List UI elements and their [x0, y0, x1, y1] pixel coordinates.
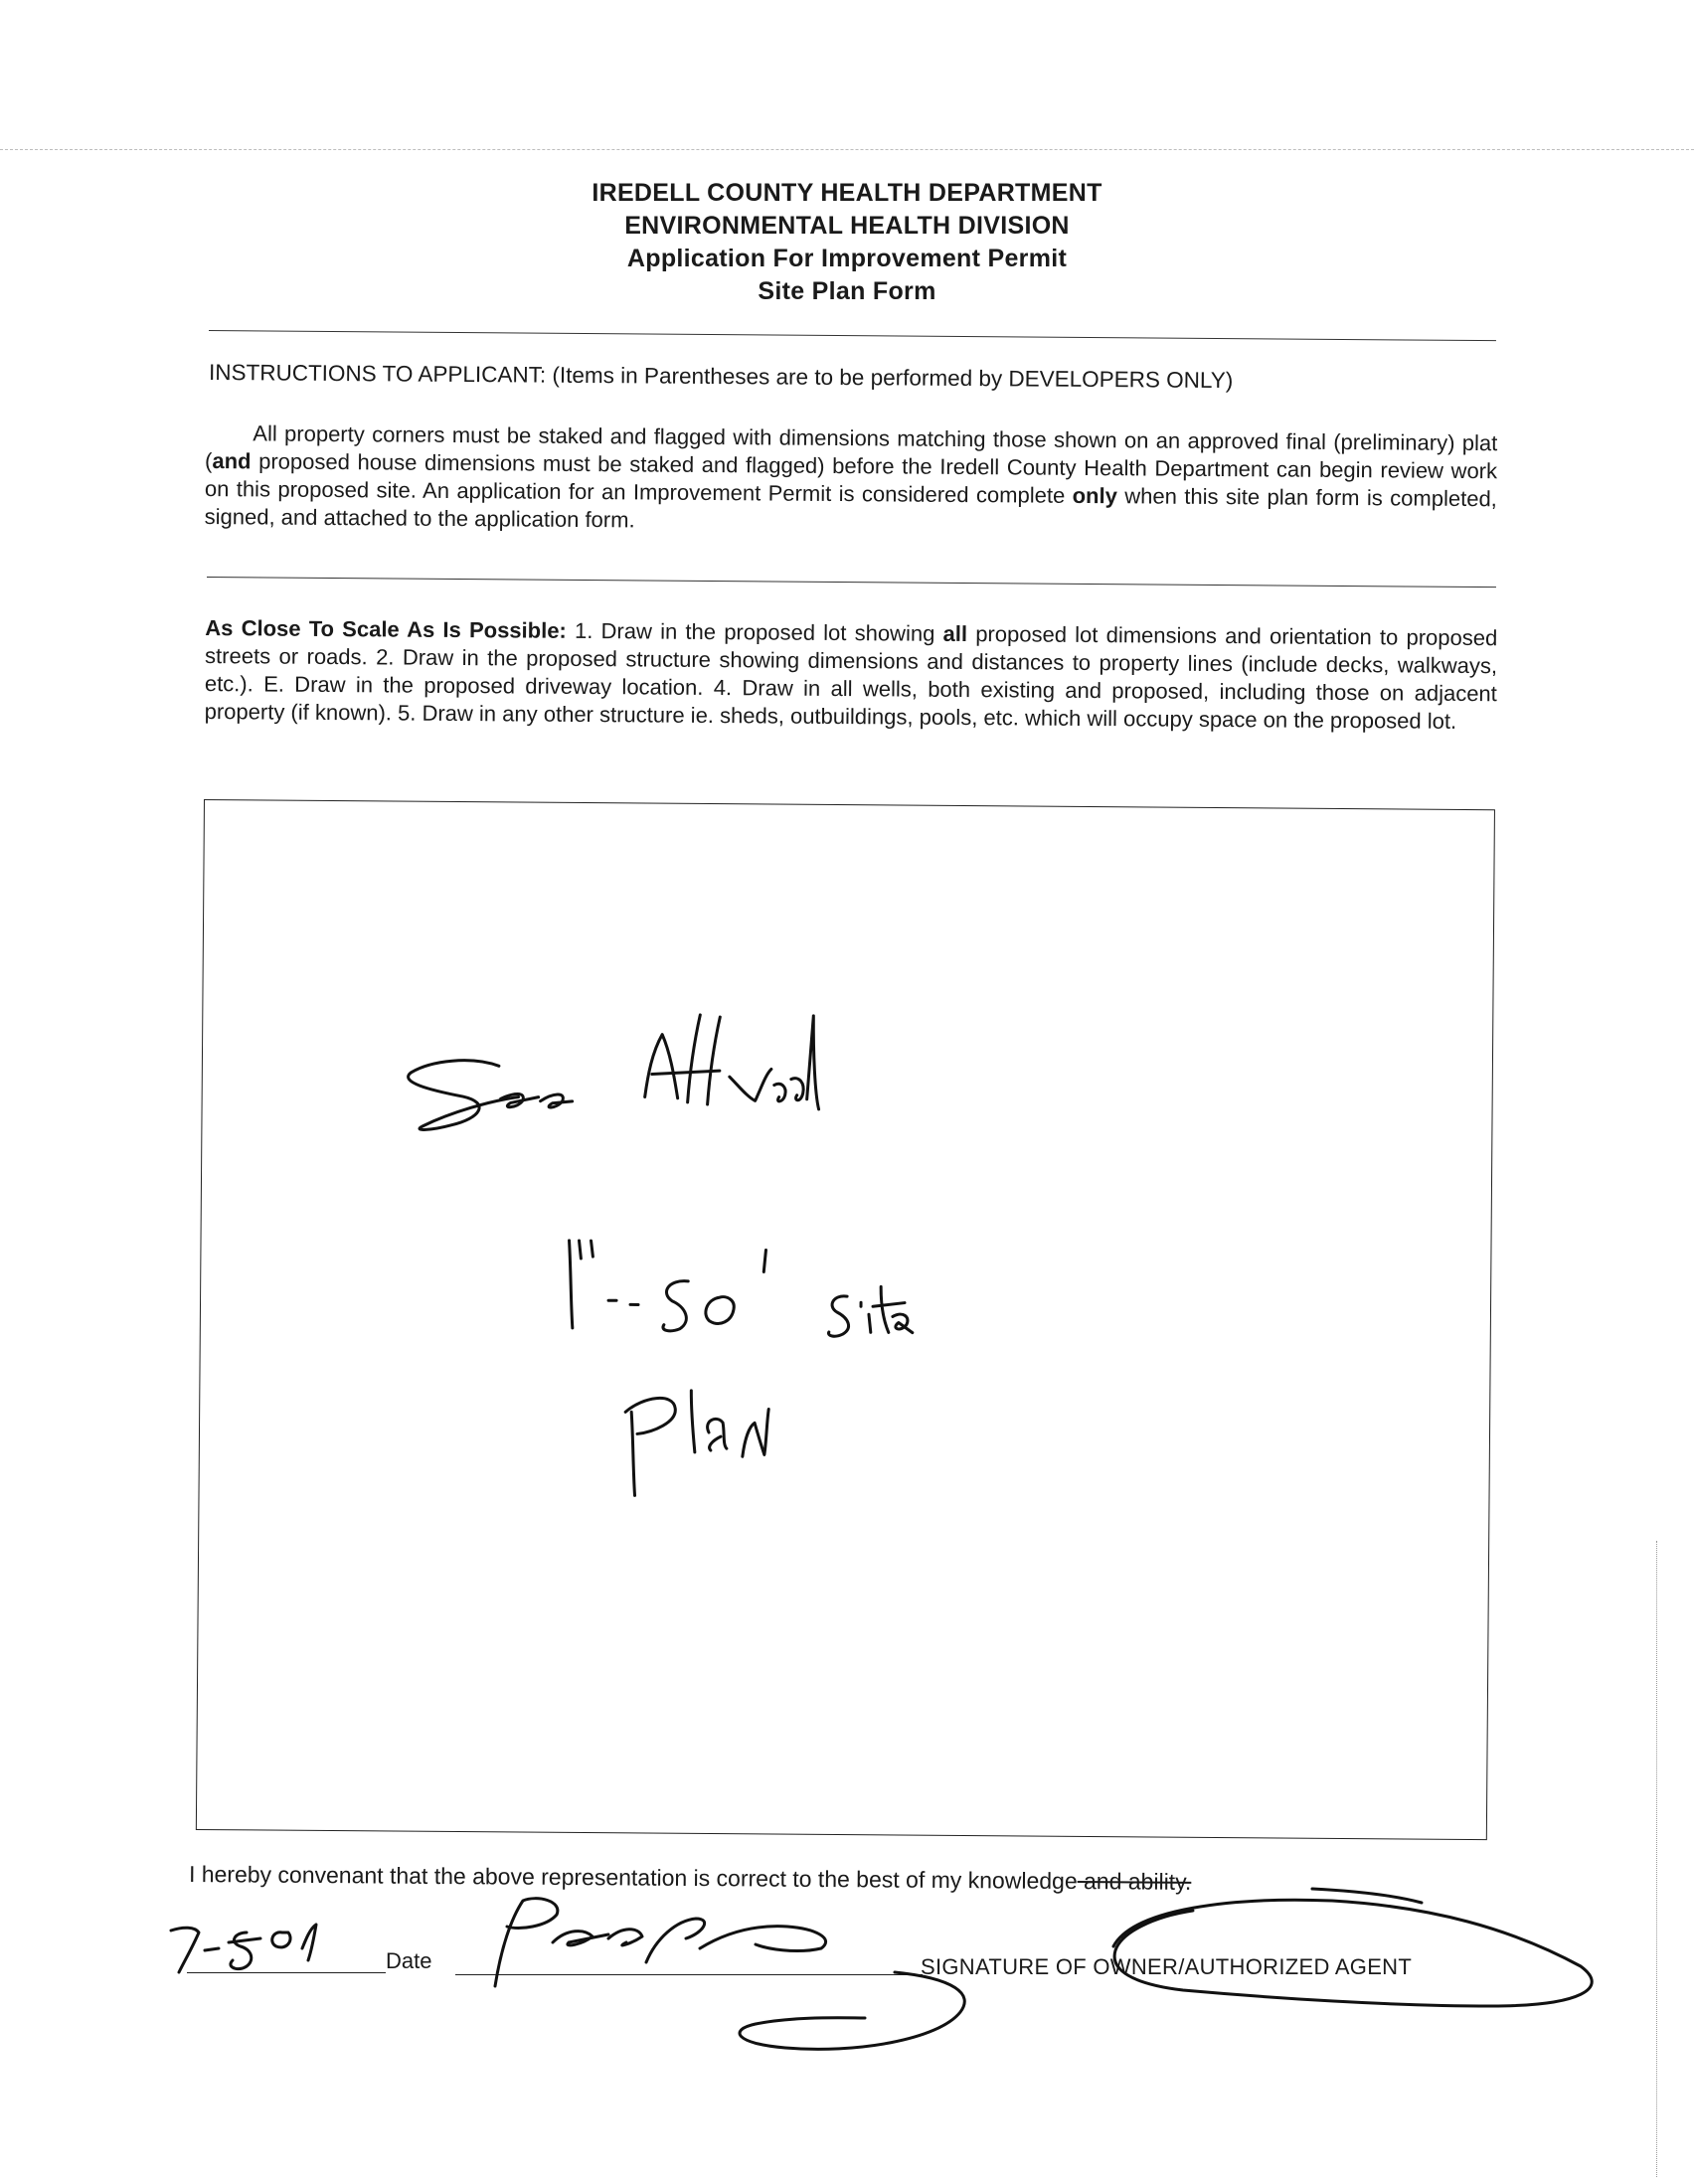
instructions-text-a: All property corners must be staked and flagged with dimensions matching those shown on an approved final (preliminary) plat (	[205, 420, 1498, 474]
header-application: Application For Improvement Permit	[626, 245, 1068, 272]
instructions-heading: INSTRUCTIONS TO APPLICANT: (Items in Parentheses are to be performed by DEVELOPERS ONLY)	[208, 360, 1234, 394]
header-form-title: Site Plan Form	[758, 277, 936, 305]
form-header	[0, 177, 1694, 308]
scale-note-text-a: 1. Draw in the proposed lot showing	[566, 617, 943, 646]
instructions-and: and	[212, 448, 252, 474]
scan-margin-mark	[1656, 1541, 1657, 2177]
instructions-paragraph	[205, 420, 1498, 541]
signature-line[interactable]	[455, 1974, 923, 1975]
covenant-struck-text: and ability.	[1077, 1868, 1192, 1895]
header-department: IREDELL COUNTY HEALTH DEPARTMENT	[592, 179, 1102, 207]
site-plan-drawing-area[interactable]	[196, 799, 1495, 1840]
instructions-text-b: proposed house dimensions must be staked and flagged) before the Iredell County Health Department can begin review work on this proposed site. An application for an Improvement Permit is considered complete	[204, 448, 1498, 508]
handwritten-date	[171, 1925, 316, 1972]
signature-label: SIGNATURE OF OWNER/AUTHORIZED AGENT	[921, 1954, 1413, 1979]
scale-note-all: all	[942, 620, 968, 647]
divider-middle	[207, 577, 1496, 588]
date-line[interactable]	[187, 1972, 386, 1973]
scale-note-lead: As Close To Scale As Is Possible:	[205, 615, 567, 643]
handwritten-note-plan	[197, 800, 1494, 1839]
date-label: Date	[386, 1948, 432, 1973]
instructions-text-c: when this site plan form is completed, signed, and attached to the application form.	[204, 483, 1497, 533]
hand-drawn-circle-mark	[1113, 1889, 1592, 2006]
covenant-statement	[189, 1861, 1501, 1898]
divider-top	[209, 330, 1496, 341]
scale-note-paragraph	[205, 614, 1498, 736]
header-division: ENVIRONMENTAL HEALTH DIVISION	[624, 212, 1070, 240]
covenant-text: I hereby convenant that the above representation is correct to the best of my knowledge	[188, 1861, 1078, 1895]
instructions-only: only	[1072, 482, 1117, 509]
scan-edge-line	[0, 149, 1694, 150]
scale-note-text-b: proposed lot dimensions and orientation to proposed streets or roads. 2. Draw in the proposed structure showing dimensions and distances to property lines (include decks, walkways, etc.). E. Draw in the proposed driveway location. 4. Draw in all wells, both existing and proposed, including those on adjacent property (if known). 5. Draw in any other structure ie. sheds, outbuildings, pools, etc. which will occupy space on the proposed lot.	[204, 621, 1498, 734]
